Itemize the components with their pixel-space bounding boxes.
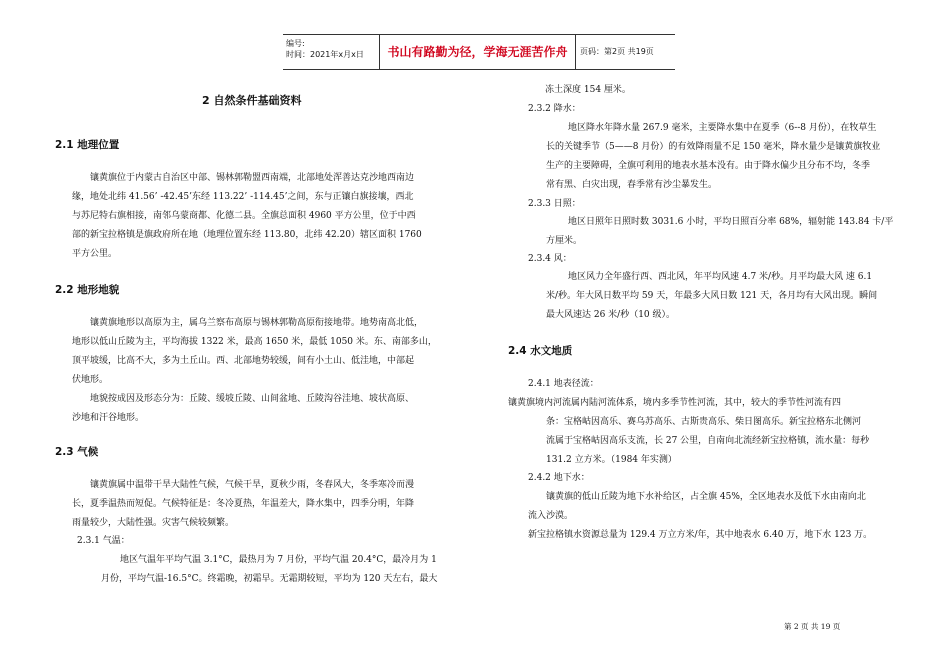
- paragraph-line: 流属于宝格岵因高乐支流，长 27 公里，自南向北流经新宝拉格镇，流水量：每秒: [546, 436, 870, 446]
- paragraph-line: 地区风力全年盛行西、西北风，年平均风速 4.7 米/秒。月平均最大风 速 6.1: [568, 272, 873, 282]
- paragraph-line: 镶黄旗位于内蒙古自治区中部、锡林郭勒盟西南端，北部地处浑善达克沙地西南边: [90, 173, 415, 183]
- paragraph-line: 与苏尼特右旗相接，南邻乌蒙商都、化德二县。全旗总面积 4960 平方公里，位于中西: [72, 211, 416, 221]
- doc-time: 时间：2021年x月x日: [286, 50, 364, 59]
- page-footer: 第 2 页 共 19 页: [784, 622, 841, 631]
- header-motto: 书山有路勤为径，学海无涯苦作舟: [380, 35, 576, 69]
- paragraph-line: 地区日照年日照时数 3031.6 小时，平均日照百分率 68%，辐射能 143.84 卡/平: [568, 217, 894, 227]
- paragraph-line: 地形以低山丘陵为主，平均海拔 1322 米，最高 1650 米，最低 1050 米。东、南部多山，: [72, 337, 437, 347]
- section-heading-2-4: 2.4 水文地质: [508, 345, 573, 357]
- paragraph-line: 伏地形。: [72, 375, 109, 385]
- paragraph-line: 最大风速达 26 米/秒（10 级）。: [546, 310, 676, 320]
- paragraph-line: 月份，平均气温-16.5°C。终霜晚，初霜早。无霜期较短，平均为 120 天左右，最大: [101, 574, 438, 584]
- subheading-2-3-3: 2.3.3 日照：: [528, 199, 581, 209]
- page-header: [283, 34, 675, 70]
- doc-number: 编号:: [286, 39, 305, 48]
- paragraph-line: 新宝拉格镇水资源总量为 129.4 万立方米/年，其中地表水 6.40 万，地下水 123 万。: [528, 530, 873, 540]
- paragraph-line: 方厘米。: [546, 236, 583, 246]
- paragraph-line: 131.2 立方米。（1984 年实测）: [546, 455, 677, 465]
- paragraph-line: 镶黄旗属中温带干旱大陆性气候，气候干旱，夏秋少雨，冬春风大，冬季寒冷而漫: [90, 480, 415, 490]
- paragraph-line: 长的关键季节（5——8 月份）的有效降雨量不足 150 毫米，降水量少是镶黄旗牧业: [546, 142, 881, 152]
- section-heading-2-3: 2.3 气候: [55, 446, 99, 458]
- paragraph-line: 米/秒。年大风日数平均 59 天，年最多大风日数 121 天，各月均有大风出现。瞬间: [546, 291, 878, 301]
- subheading-2-3-2: 2.3.2 降水：: [528, 104, 581, 114]
- section-heading-2-1: 2.1 地理位置: [55, 139, 120, 151]
- paragraph-line: 地区降水年降水量 267.9 毫米，主要降水集中在夏季（6--8 月份），在牧草生: [568, 123, 877, 133]
- paragraph-line: 缘，地处北纬 41.56’ -42.45’东经 113.22’ -114.45’之间，东与正镶白旗接壤，西北: [72, 192, 414, 202]
- paragraph-line: 生产的主要障碍，全旗可利用的地表水基本没有。由于降水偏少且分布不均，冬季: [546, 161, 871, 171]
- subheading-2-4-2: 2.4.2 地下水：: [528, 473, 590, 483]
- header-page: 页码：第2页 共19页: [580, 47, 654, 56]
- paragraph-line: 镶黄旗的低山丘陵为地下水补给区，占全旗 45%，全区地表水及低下水由南向北: [546, 492, 866, 502]
- subheading-2-4-1: 2.4.1 地表径流：: [528, 379, 599, 389]
- paragraph-line: 流入沙漠。: [528, 511, 574, 521]
- paragraph-line: 常有黑、白灾出现，春季常有沙尘暴发生。: [546, 180, 718, 190]
- paragraph-line: 冻土深度 154 厘米。: [545, 85, 631, 95]
- paragraph-line: 镶黄旗境内河流属内陆河流体系，境内多季节性河流，其中，较大的季节性河流有四: [508, 398, 842, 408]
- subheading-2-3-1: 2.3.1 气温：: [77, 536, 130, 546]
- paragraph-line: 顶平坡缓，比高不大，多为土丘山。西、北部地势较缓，间有小土山、低洼地，中部起: [72, 356, 415, 366]
- header-meta: [283, 35, 380, 69]
- paragraph-line: 地貌按成因及形态分为：丘陵、缓坡丘陵、山间盆地、丘陵沟谷洼地、坡状高原、: [90, 394, 415, 404]
- paragraph-line: 条：宝格岵因高乐、赛乌苏高乐、古斯贵高乐、柴日图高乐。新宝拉格东北侧河: [546, 417, 862, 427]
- paragraph-line: 镶黄旗地形以高原为主，属乌兰察布高原与锡林郭勒高原衔接地带。地势南高北低，: [90, 318, 424, 328]
- paragraph-line: 沙地和汗谷地形。: [72, 413, 145, 423]
- paragraph-line: 平方公里。: [72, 249, 118, 259]
- paragraph-line: 地区气温年平均气温 3.1°C，最热月为 7 月份，平均气温 20.4°C，最冷月为 1: [120, 555, 437, 565]
- paragraph-line: 部的新宝拉格镇是旗政府所在地（地理位置东经 113.80，北纬 42.20）辖区面积 1760: [72, 230, 422, 240]
- section-heading-2-2: 2.2 地形地貌: [55, 284, 120, 296]
- paragraph-line: 雨量较少，大陆性强。灾害气候较频繁。: [72, 518, 235, 528]
- paragraph-line: 长，夏季温热而短促。气候特征是：冬冷夏热，年温差大，降水集中，四季分明，年降: [72, 499, 415, 509]
- subheading-2-3-4: 2.3.4 风：: [528, 254, 572, 264]
- page-title: 2 自然条件基础资料: [202, 94, 302, 107]
